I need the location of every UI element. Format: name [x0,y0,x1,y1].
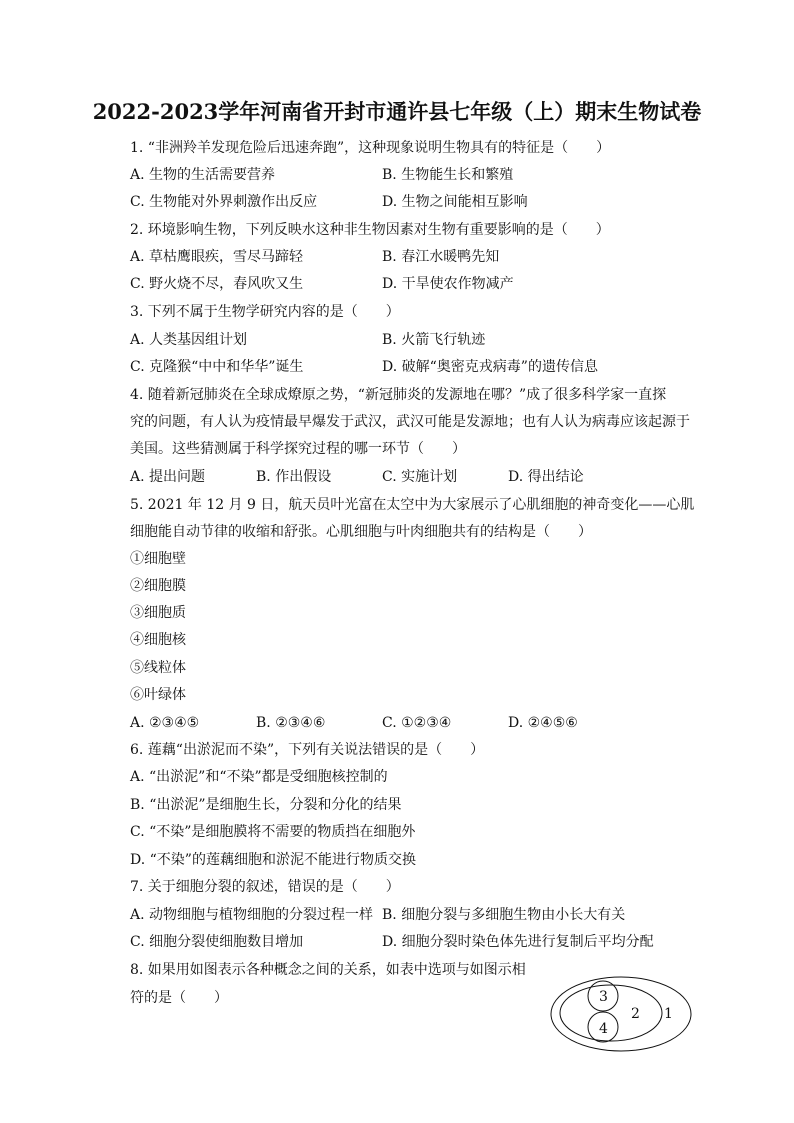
question-4-stem-line-3: 美国。这些猜测属于科学探究过程的哪一环节（ ） [130,441,466,457]
question-5-option-d: D. ②④⑤⑥ [508,715,578,731]
question-5-stem-line-2: 细胞能自动节律的收缩和舒张。心肌细胞与叶肉细胞共有的结构是（ ） [130,524,592,540]
question-5-item-5: ⑤线粒体 [130,660,186,676]
question-7-option-a: A. 动物细胞与植物细胞的分裂过程一样 [130,907,374,923]
venn-middle-ellipse [560,985,662,1041]
venn-label-1: 1 [664,1006,673,1022]
question-6-option-a: A. “出淤泥”和“不染”都是受细胞核控制的 [130,769,388,785]
question-5-stem-line-1: 5. 2021 年 12 月 9 日，航天员叶光富在太空中为大家展示了心肌细胞的神奇变化——心肌 [130,497,695,513]
question-4-stem-line-1: 4. 随着新冠肺炎在全球成燎原之势，“新冠肺炎的发源地在哪？”成了很多科学家一直探 [130,387,667,403]
question-1-option-a: A. 生物的生活需要营养 [130,167,276,183]
question-3-option-d: D. 破解“奥密克戎病毒”的遗传信息 [382,359,598,375]
question-4-stem-line-2: 究的问题，有人认为疫情最早爆发于武汉，武汉可能是发源地；也有人认为病毒应该起源于 [130,414,690,430]
question-2-option-d: D. 干旱使农作物减产 [382,276,514,292]
concept-venn-diagram [548,975,694,1055]
question-3-option-b: B. 火箭飞行轨迹 [382,332,486,348]
question-8-stem-line-2: 符的是（ ） [130,990,228,1006]
question-7-option-c: C. 细胞分裂使细胞数目增加 [130,934,304,950]
question-8-stem-line-1: 8. 如果用如图表示各种概念之间的关系，如表中选项与如图示相 [130,962,526,978]
question-1-option-d: D. 生物之间能相互影响 [382,194,528,210]
question-5-item-4: ④细胞核 [130,632,186,648]
question-1-option-b: B. 生物能生长和繁殖 [382,167,514,183]
question-3-option-a: A. 人类基因组计划 [130,332,248,348]
question-3-option-c: C. 克隆猴“中中和华华”诞生 [130,359,304,375]
venn-label-4: 4 [599,1021,608,1037]
question-7-stem: 7. 关于细胞分裂的叙述，错误的是（ ） [130,879,400,895]
question-7-option-b: B. 细胞分裂与多细胞生物由小长大有关 [382,907,626,923]
question-4-option-c: C. 实施计划 [382,469,458,485]
question-2-stem: 2. 环境影响生物，下列反映水这种非生物因素对生物有重要影响的是（ ） [130,222,610,238]
venn-label-2: 2 [631,1006,640,1022]
question-1-option-c: C. 生物能对外界刺激作出反应 [130,194,318,210]
question-2-option-a: A. 草枯鹰眼疾，雪尽马蹄轻 [130,249,304,265]
question-5-option-b: B. ②③④⑥ [256,715,326,731]
question-5-option-c: C. ①②③④ [382,715,452,731]
question-6-stem: 6. 莲藕“出淤泥而不染”，下列有关说法错误的是（ ） [130,742,485,758]
question-4-option-b: B. 作出假设 [256,469,332,485]
question-5-option-a: A. ②③④⑤ [130,715,200,731]
question-1-stem: 1. “非洲羚羊发现危险后迅速奔跑”，这种现象说明生物具有的特征是（ ） [130,140,611,156]
question-5-item-3: ③细胞质 [130,605,186,621]
question-4-option-d: D. 得出结论 [508,469,584,485]
question-6-option-b: B. “出淤泥”是细胞生长，分裂和分化的结果 [130,797,402,813]
question-3-stem: 3. 下列不属于生物学研究内容的是（ ） [130,304,400,320]
question-2-option-b: B. 春江水暖鸭先知 [382,249,500,265]
question-5-item-2: ②细胞膜 [130,578,186,594]
question-6-option-c: C. “不染”是细胞膜将不需要的物质挡在细胞外 [130,824,416,840]
question-4-option-a: A. 提出问题 [130,469,206,485]
page-title: 2022-2023学年河南省开封市通许县七年级（上）期末生物试卷 [92,99,702,124]
question-7-option-d: D. 细胞分裂时染色体先进行复制后平均分配 [382,934,654,950]
question-6-option-d: D. “不染”的莲藕细胞和淤泥不能进行物质交换 [130,852,416,868]
question-5-item-1: ①细胞壁 [130,551,186,567]
question-2-option-c: C. 野火烧不尽，春风吹又生 [130,276,304,292]
venn-label-3: 3 [599,989,608,1005]
question-5-item-6: ⑥叶绿体 [130,687,186,703]
